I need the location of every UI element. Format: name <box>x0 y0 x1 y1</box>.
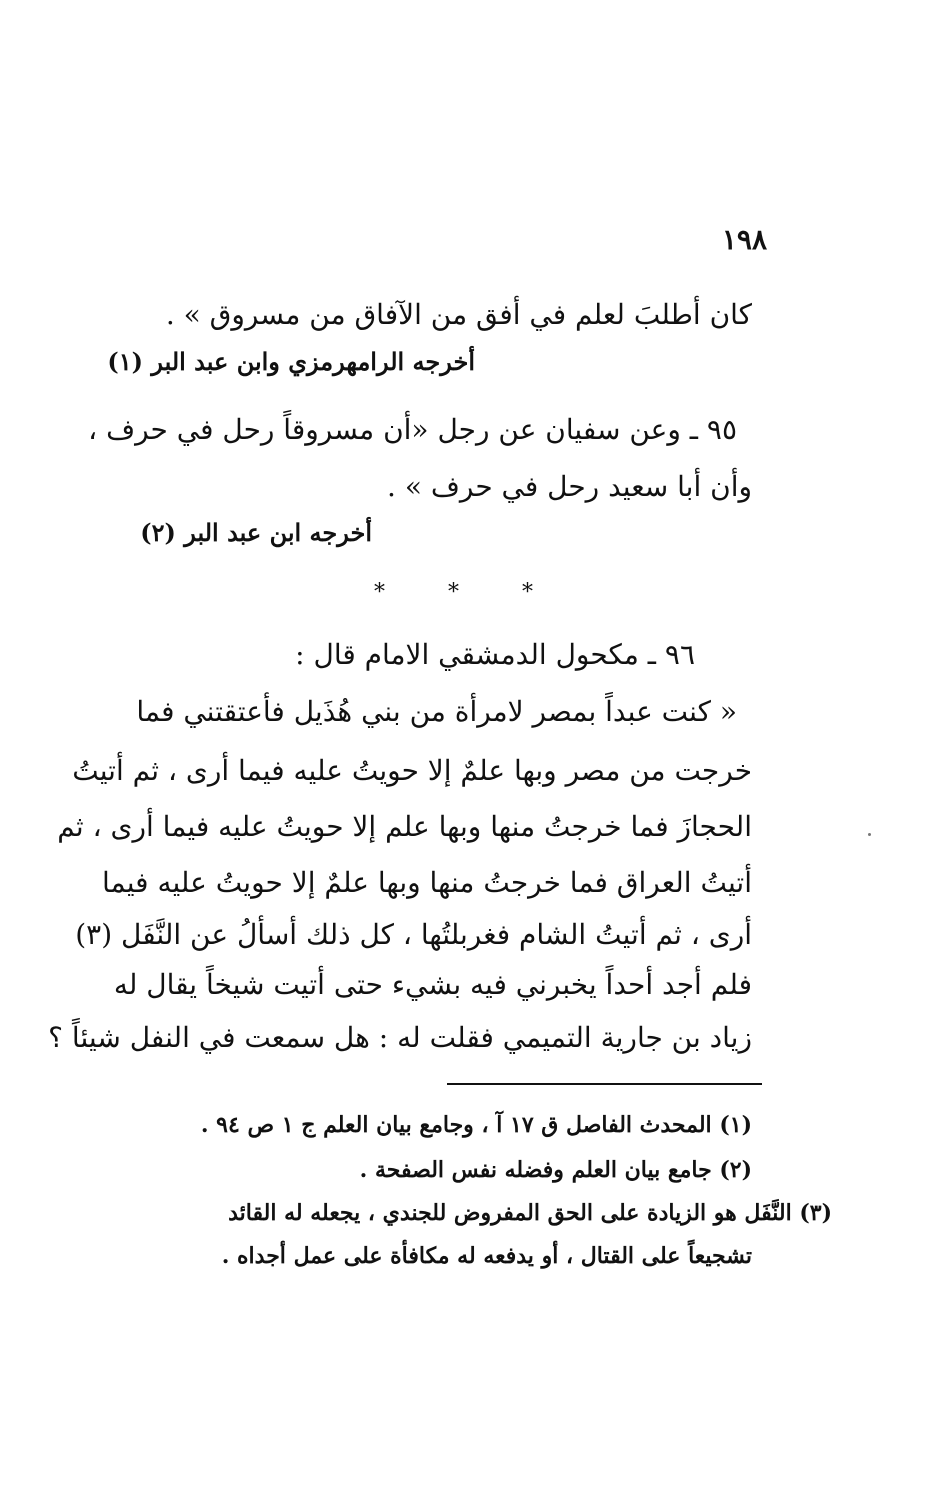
item-96-line-2: خرجت من مصر وبها علمٌ إلا حويتُ عليه فيما أرى ، ثم أتيتُ <box>72 754 752 787</box>
source-attribution-95: أخرجه ابن عبد البر (٢) <box>140 518 372 547</box>
scan-speck <box>868 833 871 836</box>
item-96-line-4: أتيتُ العراق فما خرجتُ منها وبها علمٌ إلا حويتُ عليه فيما <box>101 866 752 899</box>
footnote-3-line-2: تشجيعاً على القتال ، أو يدفعه له مكافأة على عمل أجداه . <box>221 1243 752 1269</box>
footnote-1: (١) المحدث الفاصل ق ١٧ آ ، وجامع بيان العلم ج ١ ص ٩٤ . <box>200 1112 752 1138</box>
page-number: ١٩٨ <box>721 223 767 256</box>
item-96-line-5: أرى ، ثم أتيتُ الشام فغربلتُها ، كل ذلك أسألُ عن النَّفَل (٣) <box>75 918 752 951</box>
item-96-line-7: زياد بن جارية التميمي فقلت له : هل سمعت في النفل شيئاً ؟ <box>48 1021 752 1054</box>
continued-quote-line: كان أطلبَ لعلم في أفق من الآفاق من مسروق » . <box>165 298 752 331</box>
item-96-line-1: « كنت عبداً بمصر لامرأة من بني هُذَيل فأعتقتني فما <box>136 695 737 728</box>
item-96-line-3: الحجازَ فما خرجتُ منها وبها علم إلا حويتُ عليه فيما أرى ، ثم <box>57 810 752 843</box>
item-96-heading: ٩٦ ـ مكحول الدمشقي الامام قال : <box>295 638 695 671</box>
item-95-line-2: وأن أبا سعيد رحل في حرف » . <box>387 470 752 503</box>
section-separator: * * * <box>374 580 561 605</box>
item-95-line-1: ٩٥ ـ وعن سفيان عن رجل «أن مسروقاً رحل في حرف ، <box>88 413 737 446</box>
footnote-2: (٢) جامع بيان العلم وفضله نفس الصفحة . <box>359 1157 752 1183</box>
source-attribution-1: أخرجه الرامهرمزي وابن عبد البر (١) <box>107 347 475 376</box>
footnote-3-line-1: (٣) النَّفَل هو الزيادة على الحق المفروض للجندي ، يجعله له القائد <box>228 1200 832 1226</box>
item-96-line-6: فلم أجد أحداً يخبرني فيه بشيء حتى أتيت شيخاً يقال له <box>113 968 752 1001</box>
footnote-divider <box>447 1083 762 1085</box>
